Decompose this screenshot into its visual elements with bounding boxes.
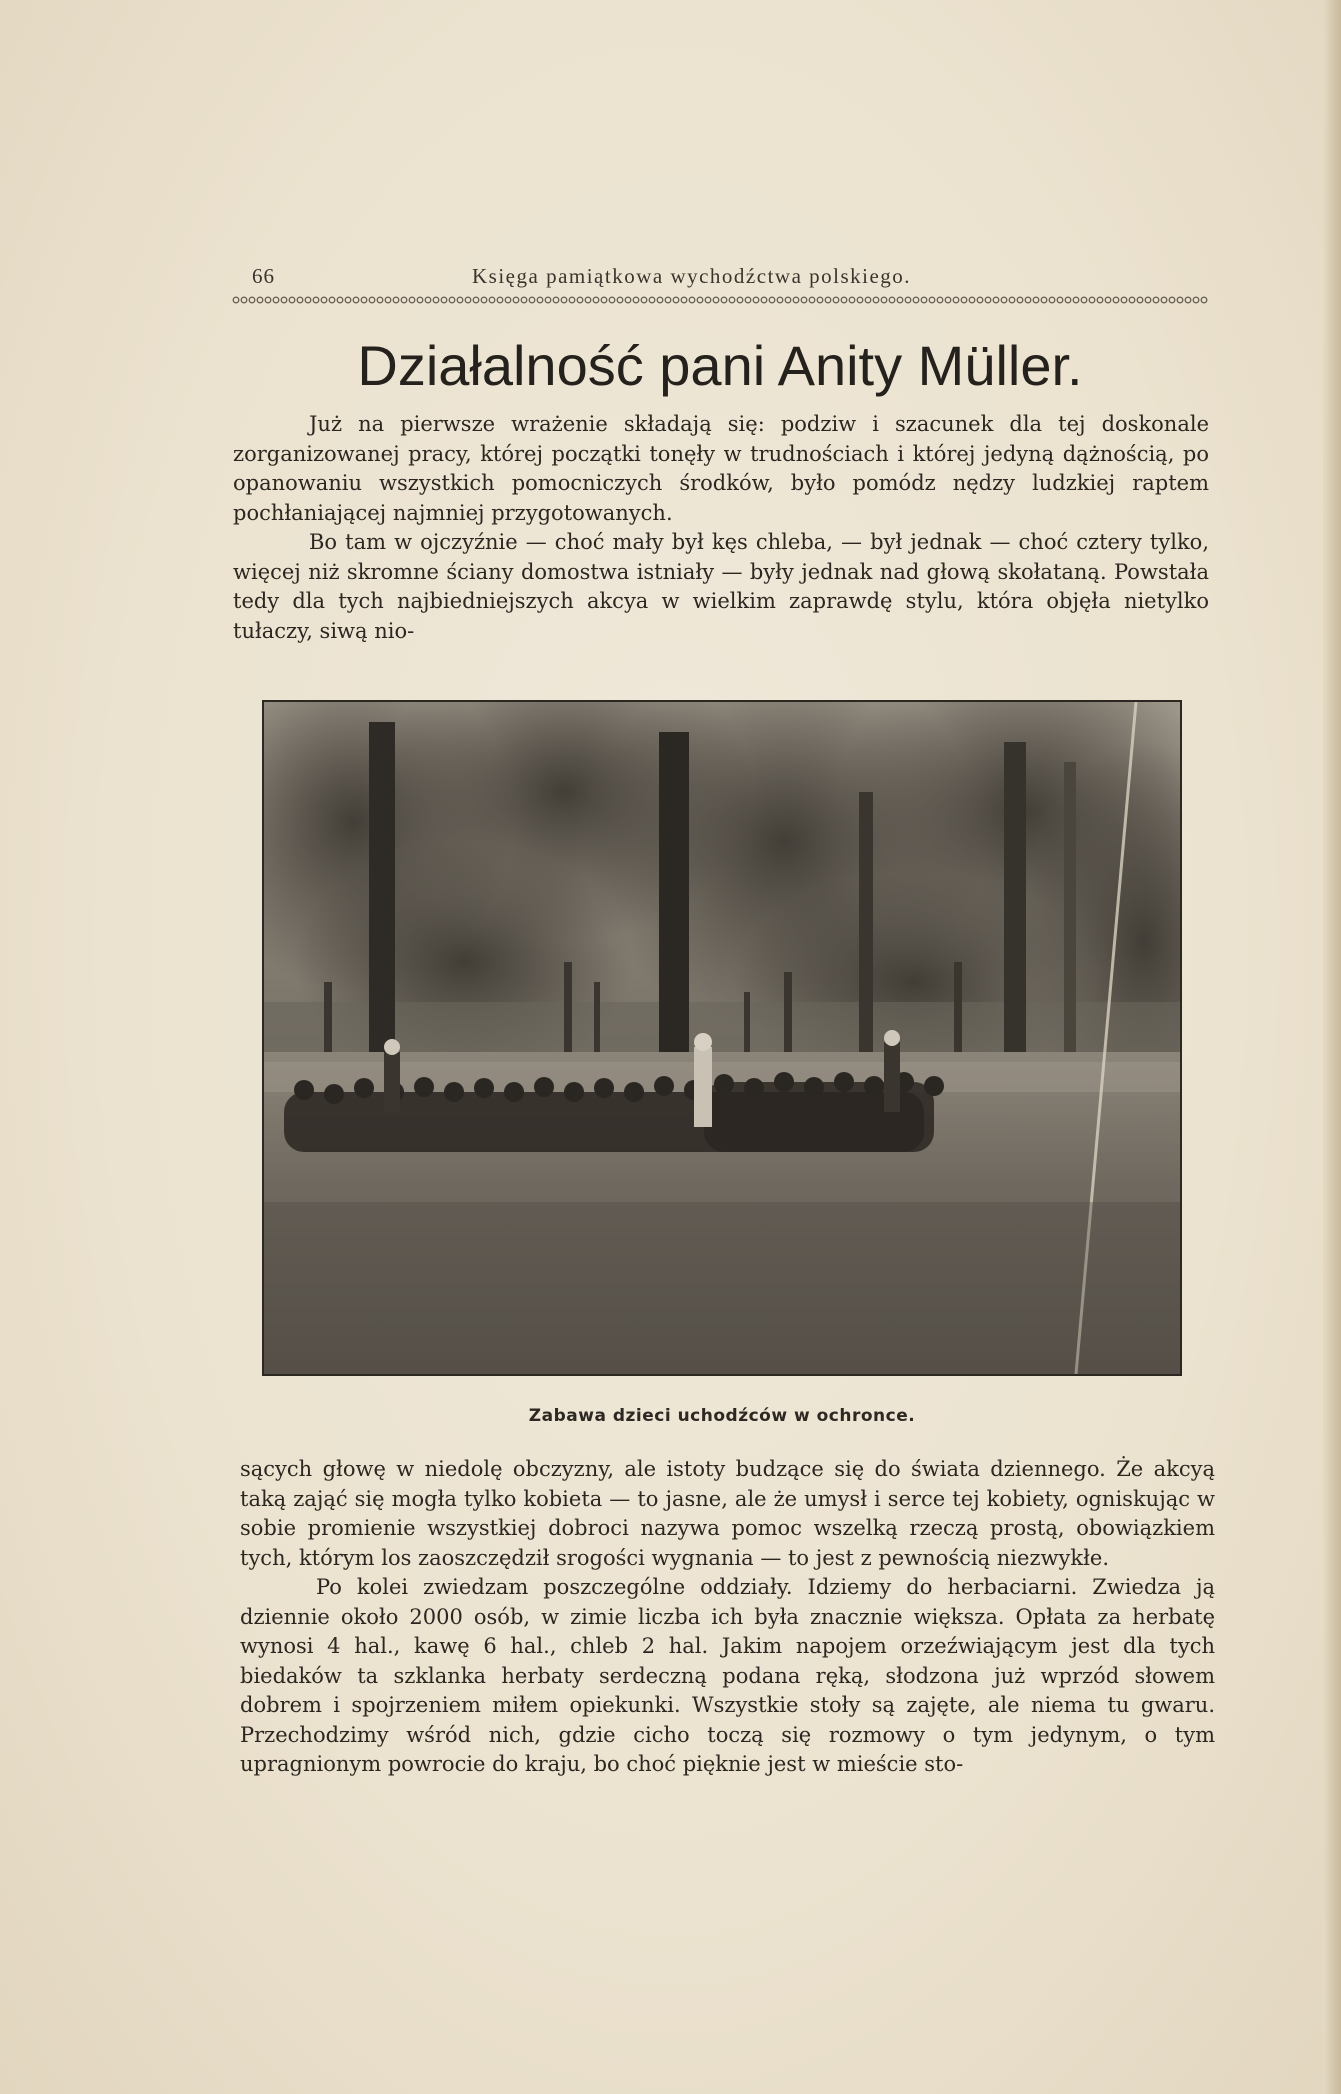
running-title: Księga pamiątkowa wychodźctwa polskiego.: [472, 264, 912, 288]
paragraph-3: Po kolei zwiedzam poszczególne oddziały. Idziemy do herbaciarni. Zwiedza ją dziennie około 2000 osób, w zimie liczba ich była znacznie większa. Opłata za herbatę wynosi 4 hal., kawę 6 hal., chleb 2 hal. Jakim napojem orzeźwiającym jest dla tych biedaków ta szklanka herbaty serdeczną podana ręką, słodzona już wprzód słowem dobrem i spojrzeniem miłem opiekunki. Wszystkie stoły są zajęte, ale niema tu gwaru. Przechodzimy wśród nich, gdzie cicho toczą się rozmowy o tym jedynym, o tym upragnionym powrocie do kraju, bo choć pięknie jest w mieście sto-: [240, 1575, 1215, 1776]
paragraph-1: Już na pierwsze wrażenie składają się: podziw i szacunek dla tej doskonale zorganizowanej pracy, której początki tonęły w trudnościach i której jedyną dążnością, po opanowaniu wszystkich pomocniczych środków, było pomódz nędzy ludzkiej raptem pochłaniającej najmniej przygotowanych.: [233, 412, 1209, 525]
ornament-rule: [232, 296, 1208, 304]
photograph-children-in-park: [262, 700, 1182, 1376]
article-body-top: [233, 410, 1209, 646]
page-edge: [1323, 0, 1341, 2094]
article-body-bottom: [240, 1455, 1215, 1780]
article-title: Działalność pani Anity Müller.: [357, 334, 1083, 397]
photograph-image: [264, 702, 1180, 1374]
running-head: [252, 264, 1208, 292]
paragraph-2: Bo tam w ojczyźnie — choć mały był kęs chleba, — był jednak — choć cztery tylko, więcej niż skromne ściany domostwa istniały — były jednak nad głową skołataną. Powstała tedy dla tych najbiedniejszych akcya w wielkim zaprawdę stylu, która objęła nietylko tułaczy, siwą nio-: [233, 530, 1209, 643]
page-number: 66: [252, 264, 275, 288]
figure-caption: Zabawa dzieci uchodźców w ochronce.: [528, 1406, 916, 1426]
continued-paragraph: sących głowę w niedolę obczyzny, ale istoty budzące się do świata dziennego. Że akcyą taką zająć się mogła tylko kobieta — to jasne, ale że umysł i serce tej kobiety, ogniskując w sobie promienie wszystkiej dobroci nazywa pomoc wszelką rzeczą prostą, obowiązkiem tych, którym los zaoszczędził srogości wygnania — to jest z pewnością niezwykłe.: [240, 1457, 1215, 1570]
